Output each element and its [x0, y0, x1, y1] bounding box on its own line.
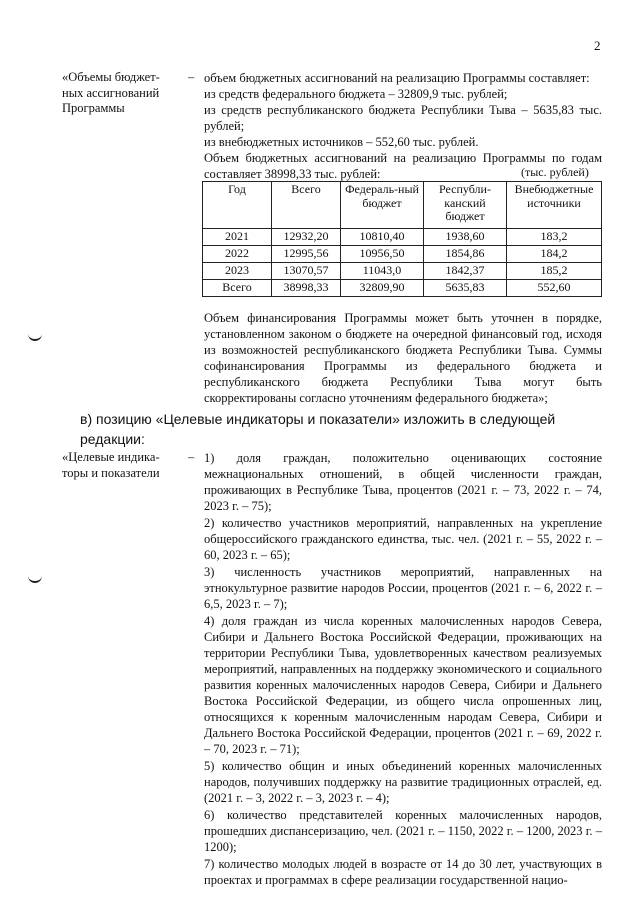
- table-cell: 10810,40: [341, 229, 424, 246]
- table-cell: 1842,37: [424, 263, 507, 280]
- indicator-item: 6) количество представителей коренных малочисленных народов, прошедших диспансеризацию, чел. (2021 г. – 1150, 2022 г. – 1200, 2023 г. – 1200);: [204, 808, 602, 854]
- col-republic-header: Республи-канский бюджет: [424, 182, 507, 229]
- table-cell: 38998,33: [272, 280, 341, 297]
- table-row-total: [203, 280, 602, 297]
- table-row: [203, 246, 602, 263]
- indicator-item: 7) количество молодых людей в возрасте от 14 до 30 лет, участвующих в проектах и программах в сфере реализации государственной нацио-: [204, 857, 602, 887]
- table-cell: 12995,56: [272, 246, 341, 263]
- indicators-list: [204, 450, 602, 889]
- table-cell: 12932,20: [272, 229, 341, 246]
- table-cell: 32809,90: [341, 280, 424, 297]
- indicators-dash: –: [188, 450, 195, 464]
- item-v-heading: в) позицию «Целевые индикаторы и показатели» изложить в следующей редакции:: [80, 411, 556, 447]
- budget-table: [202, 181, 602, 297]
- table-cell: 10956,50: [341, 246, 424, 263]
- budget-note: Объем финансирования Программы может быть уточнен в порядке, установленном законом о бюджете на очередной финансовый год, исходя из возможностей республиканского бюджета Республики Тыва. Суммы софинансирования Программы из федерального бюджета и республиканского бюджета Республики Тыва могут быть скорректированы согласно уточнениям федерального бюджета»;: [204, 311, 602, 405]
- scan-artifact-mark: [28, 331, 42, 341]
- budget-label-line: ных ассигнований: [62, 85, 160, 100]
- indicator-item: 4) доля граждан из числа коренных малочисленных народов Севера, Сибири и Дальнего Востока Российской Федерации, проживающих на территории Республики Тыва, удовлетворенных качеством реализуемых мероприятий, направленных на поддержку экономического и социального развития коренных малочисленных народов Севера, Сибири и Дальнего Востока Российской Федерации, из общего числа опрошенных лиц, относящихся к коренным малочисленным народам Севера, Сибири и Дальнего Востока Российской Федерации, процентов (2021 г. – 69, 2022 г. – 70, 2023 г. – 71);: [204, 614, 602, 756]
- col-extra-header: Внебюджетные источники: [507, 182, 602, 229]
- budget-label-line: «Объемы бюджет-: [62, 70, 160, 84]
- scan-artifact-mark: [28, 573, 42, 583]
- table-cell: 1938,60: [424, 229, 507, 246]
- table-cell: 11043,0: [341, 263, 424, 280]
- table-cell: 552,60: [507, 280, 602, 297]
- page-number: 2: [594, 38, 601, 53]
- budget-line: из средств федерального бюджета – 32809,9 тыс. рублей;: [204, 87, 508, 101]
- col-federal-header: Федераль-ный бюджет: [341, 182, 424, 229]
- table-row: [203, 229, 602, 246]
- indicators-label: [62, 450, 180, 481]
- table-unit: (тыс. рублей): [521, 165, 589, 179]
- table-cell: 185,2: [507, 263, 602, 280]
- indicators-label-line: «Целевые индика-: [62, 450, 160, 464]
- table-cell: 184,2: [507, 246, 602, 263]
- table-cell: 13070,57: [272, 263, 341, 280]
- table-cell: 183,2: [507, 229, 602, 246]
- indicators-label-line: торы и показатели: [62, 465, 160, 480]
- indicator-item: 3) численность участников мероприятий, направленных на этнокультурное развитие народов России, процентов (2021 г. – 6, 2022 г. – 6,5, 2023 г. – 7);: [204, 565, 602, 611]
- col-total-header: Всего: [272, 182, 341, 229]
- indicator-item: 1) доля граждан, положительно оценивающих состояние межнациональных отношений, в общей численности граждан, проживающих в Республике Тыва, процентов (2021 г. – 73, 2022 г. – 74, 2023 г. – 75);: [204, 451, 602, 513]
- table-cell: Всего: [203, 280, 272, 297]
- table-header-row: [203, 182, 602, 229]
- budget-line: из средств республиканского бюджета Республики Тыва – 5635,83 тыс. рублей;: [204, 103, 602, 133]
- budget-label: [62, 70, 180, 117]
- indicator-item: 2) количество участников мероприятий, направленных на укрепление общероссийского гражданского единства, тыс. чел. (2021 г. – 55, 2022 г. – 60, 2023 г. – 65);: [204, 516, 602, 562]
- budget-line: объем бюджетных ассигнований на реализацию Программы составляет:: [204, 71, 590, 85]
- indicator-item: 5) количество общин и иных объединений коренных малочисленных народов, получивших поддержку на развитие традиционных отраслей, ед. (2021 г. – 3, 2022 г. – 3, 2023 г. – 4);: [204, 759, 602, 805]
- budget-dash: –: [188, 70, 195, 84]
- budget-line: Объем бюджетных ассигнований на реализацию Программы по годам составляет 38998,33 тыс. рублей:: [204, 151, 602, 181]
- table-cell: 1854,86: [424, 246, 507, 263]
- table-cell: 2021: [203, 229, 272, 246]
- budget-label-line: Программы: [62, 101, 125, 115]
- col-year-header: Год: [203, 182, 272, 229]
- budget-line: из внебюджетных источников – 552,60 тыс. рублей.: [204, 135, 479, 149]
- table-row: [203, 263, 602, 280]
- table-cell: 2022: [203, 246, 272, 263]
- table-cell: 2023: [203, 263, 272, 280]
- table-cell: 5635,83: [424, 280, 507, 297]
